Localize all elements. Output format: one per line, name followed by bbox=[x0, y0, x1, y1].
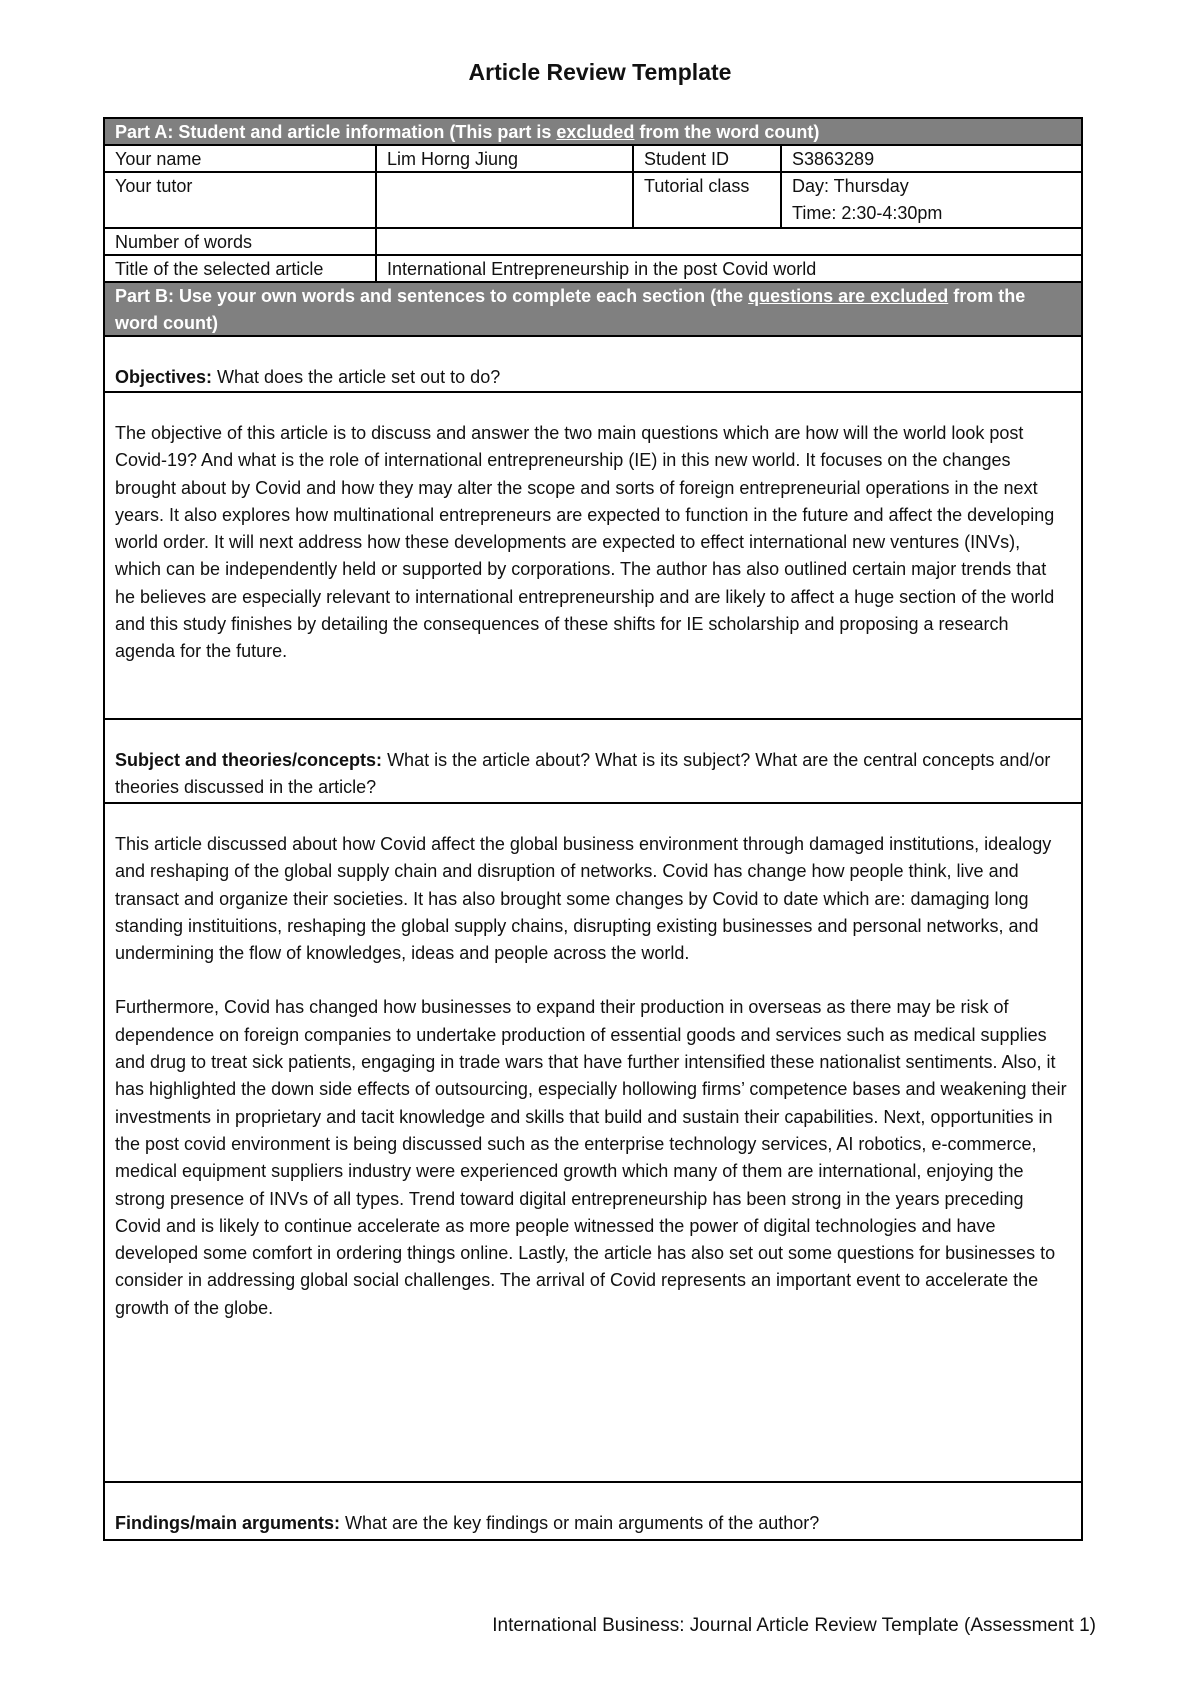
findings-label: Findings/main arguments: bbox=[115, 1513, 341, 1533]
word-count-field[interactable] bbox=[377, 229, 1081, 254]
tutorial-day: Day: Thursday bbox=[792, 176, 909, 196]
tutorial-time: Time: 2:30-4:30pm bbox=[792, 203, 943, 223]
student-id-field[interactable]: S3863289 bbox=[792, 149, 875, 169]
name-row bbox=[105, 146, 1081, 173]
objectives-answer-text: The objective of this article is to discuss and answer the two main questions which are how will the world look post Covid-19? And what is the role of international entrepreneurship (IE) in this new world. It focuses on the changes brought about by Covid and how they may alter the scope and sorts of foreign entrepreneurial operations in the next years. It also explores how multinational entrepreneurs are expected to function in the future and affect the developing world order. It will next address how these developments are expected to effect international new ventures (INVs), which can be independently held or supported by corporations. The author has also outlined certain major trends that he believes are especially relevant to international entrepreneurship and are likely to affect a huge section of the world and this study finishes by detailing the consequences of these shifts for IE scholarship and proposing a research agenda for the future. bbox=[115, 423, 1055, 662]
objectives-question-row bbox=[105, 337, 1081, 393]
subject-question-text: What is the article about? What is its subject? What are the central concepts and/or theories discussed in the article? bbox=[115, 750, 1051, 797]
article-title-row bbox=[105, 256, 1081, 283]
tutor-label: Your tutor bbox=[105, 173, 377, 227]
tutor-row bbox=[105, 173, 1081, 229]
subject-answer-row bbox=[105, 804, 1081, 1483]
part-b-heading-underlined: questions are excluded bbox=[748, 286, 949, 306]
findings-question bbox=[105, 1483, 1081, 1539]
part-a-heading-underlined: excluded bbox=[556, 122, 635, 142]
article-title-label: Title of the selected article bbox=[105, 256, 377, 281]
objectives-answer-field[interactable] bbox=[105, 393, 1081, 718]
part-a-heading-text: Part A: Student and article information (This part is bbox=[115, 122, 557, 142]
part-a-heading bbox=[105, 119, 1081, 146]
name-field[interactable]: Lim Horng Jiung bbox=[377, 146, 634, 171]
subject-label: Subject and theories/concepts: bbox=[115, 750, 383, 770]
part-b-heading-suffix: from the word count) bbox=[115, 286, 1026, 333]
findings-question-row bbox=[105, 1483, 1081, 1539]
page-footer: International Business: Journal Article Review Template (Assessment 1) bbox=[492, 1615, 1096, 1636]
word-count-row bbox=[105, 229, 1081, 256]
subject-question-row bbox=[105, 720, 1081, 804]
tutorial-class-label: Tutorial class bbox=[634, 173, 782, 227]
findings-question-text: What are the key findings or main arguments of the author? bbox=[340, 1513, 820, 1533]
subject-answer-field[interactable] bbox=[105, 804, 1081, 1481]
article-title-field[interactable]: International Entrepreneurship in the post Covid world bbox=[387, 259, 817, 279]
student-id-label: Student ID bbox=[634, 146, 782, 171]
part-a-heading-suffix: from the word count) bbox=[634, 122, 820, 142]
name-label: Your name bbox=[105, 146, 377, 171]
objectives-question-text: What does the article set out to do? bbox=[212, 367, 501, 387]
word-count-label: Number of words bbox=[105, 229, 377, 254]
review-form bbox=[103, 117, 1083, 1541]
tutor-field[interactable] bbox=[377, 173, 634, 227]
tutorial-class-field[interactable] bbox=[782, 173, 1081, 227]
page-title: Article Review Template bbox=[468, 59, 732, 85]
objectives-question bbox=[105, 337, 1081, 391]
objectives-label: Objectives: bbox=[115, 367, 213, 387]
part-b-heading bbox=[105, 283, 1081, 337]
subject-answer-paragraph-2: Furthermore, Covid has changed how businesses to expand their production in overseas as there may be risk of dependence on foreign companies to undertake production of essential goods and services such as medical supplies and drug to treat sick patients, engaging in trade wars that have further intensified these nationalist sentiments. Also, it has highlighted the down side effects of outsourcing, especially hollowing firms’ competence bases and weakening their investments in proprietary and tacit knowledge and skills that build and sustain their capabilities. Next, opportunities in the post covid environment is being discussed such as the enterprise technology services, AI robotics, e-commerce, medical equipment suppliers industry were experienced growth which many of them are international, enjoying the strong presence of INVs of all types. Trend toward digital entrepreneurship has been strong in the years preceding Covid and is likely to continue accelerate as more people witnessed the power of digital technologies and have developed some comfort in ordering things online. Lastly, the article has also set out some questions for businesses to consider in addressing global social challenges. The arrival of Covid represents an important event to accelerate the growth of the globe. bbox=[115, 997, 1067, 1318]
part-b-heading-text: Part B: Use your own words and sentences to complete each section (the bbox=[115, 286, 749, 306]
subject-question bbox=[105, 720, 1081, 802]
subject-answer-paragraph-1: This article discussed about how Covid affect the global business environment through damaged institutions, idealogy and reshaping of the global supply chain and disruption of networks. Covid has change how people think, live and transact and organize their societies. It has also brought some changes by Covid to date which are: damaging long standing instituitions, reshaping the global supply chains, disrupting existing businesses and personal networks, and undermining the flow of knowledges, ideas and people across the world. bbox=[115, 834, 1052, 964]
objectives-answer-row bbox=[105, 393, 1081, 720]
